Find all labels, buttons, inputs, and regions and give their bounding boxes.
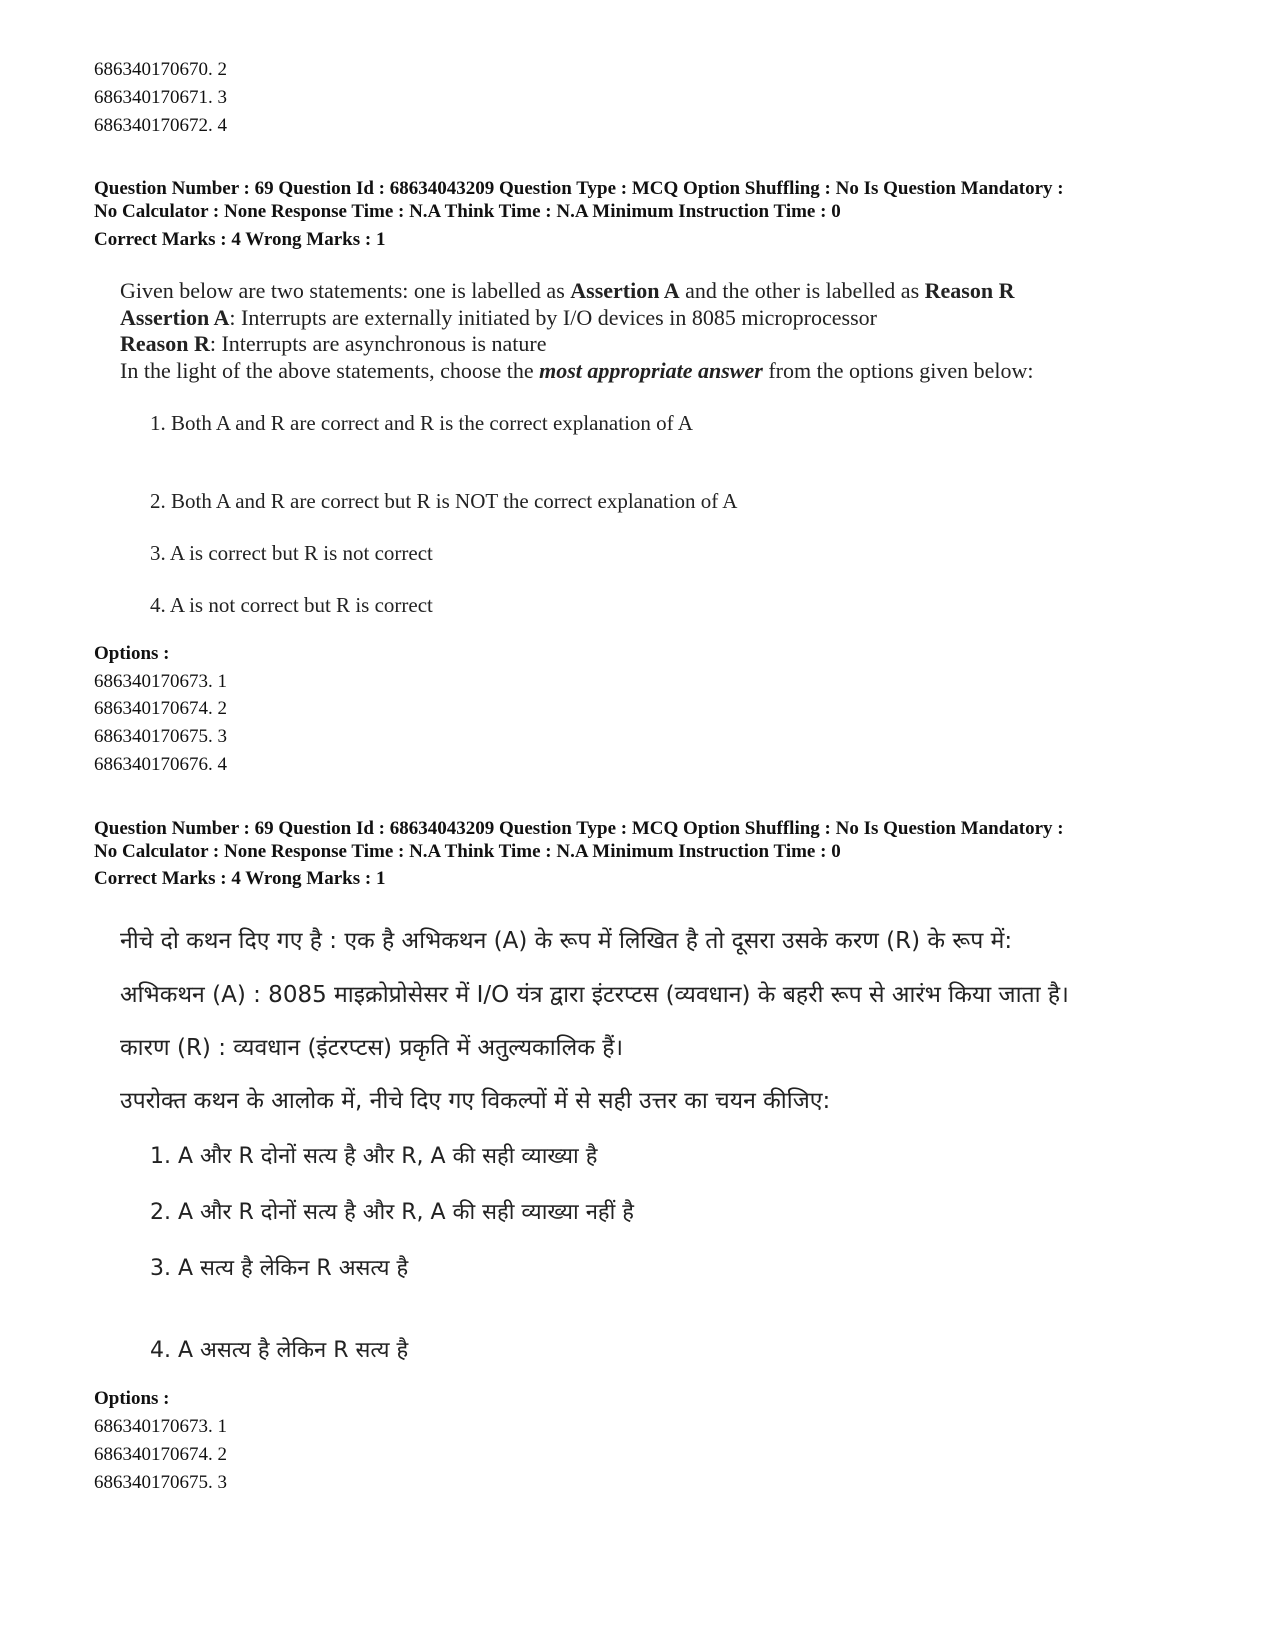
question-header: No Calculator : None Response Time : N.A Think Time : N.A Minimum Instruction Time : 0 [94, 841, 841, 862]
option-id-line: 686340170671. 3 [94, 87, 227, 108]
option-id-line: 686340170675. 3 [94, 1472, 227, 1493]
reason-statement: Reason R: Interrupts are asynchronous is nature [120, 331, 547, 356]
question-instruction-hindi: उपरोक्त कथन के आलोक में, नीचे दिए गए विकल्पों में से सही उत्तर का चयन कीजिए: [120, 1088, 831, 1114]
answer-choice: 3. A is correct but R is not correct [150, 541, 433, 565]
answer-choice: 2. Both A and R are correct but R is NOT the correct explanation of A [150, 489, 738, 513]
option-id-line: 686340170673. 1 [94, 1416, 227, 1437]
answer-choice-hindi: 4. A असत्य है लेकिन R सत्य है [150, 1338, 409, 1363]
answer-choice-hindi: 2. A और R दोनों सत्य है और R, A की सही व्याख्या नहीं है [150, 1200, 634, 1225]
option-id-line: 686340170674. 2 [94, 698, 227, 719]
option-id-line: 686340170670. 2 [94, 59, 227, 80]
question-marks: Correct Marks : 4 Wrong Marks : 1 [94, 868, 386, 889]
answer-choice: 4. A is not correct but R is correct [150, 593, 433, 617]
answer-choice: 1. Both A and R are correct and R is the correct explanation of A [150, 411, 693, 435]
answer-choice-hindi: 1. A और R दोनों सत्य है और R, A की सही व्याख्या है [150, 1144, 598, 1169]
question-intro-hindi: नीचे दो कथन दिए गए है : एक है अभिकथन (A) के रूप में लिखित है तो दूसरा उसके करण (R) के रूप में: [120, 928, 1013, 954]
options-label: Options : [94, 643, 170, 664]
question-instruction: In the light of the above statements, choose the most appropriate answer from the options given below: [120, 358, 1034, 383]
assertion-statement-hindi: अभिकथन (A) : 8085 माइक्रोप्रोसेसर में I/O यंत्र द्वारा इंटरप्टस (व्यवधान) के बहरी रूप से आरंभ किया जाता है। [120, 982, 1069, 1008]
question-header: Question Number : 69 Question Id : 68634043209 Question Type : MCQ Option Shuffling : No Is Question Mandatory : [94, 818, 1064, 839]
option-id-line: 686340170674. 2 [94, 1444, 227, 1465]
question-intro: Given below are two statements: one is labelled as Assertion A and the other is labelled as Reason R [120, 278, 1015, 303]
option-id-line: 686340170675. 3 [94, 726, 227, 747]
option-id-line: 686340170673. 1 [94, 671, 227, 692]
reason-statement-hindi: कारण (R) : व्यवधान (इंटरप्टस) प्रकृति में अतुल्यकालिक हैं। [120, 1035, 624, 1061]
question-marks: Correct Marks : 4 Wrong Marks : 1 [94, 229, 386, 250]
option-id-line: 686340170676. 4 [94, 754, 227, 775]
option-id-line: 686340170672. 4 [94, 115, 227, 136]
answer-choice-hindi: 3. A सत्य है लेकिन R असत्य है [150, 1256, 409, 1281]
question-header: No Calculator : None Response Time : N.A Think Time : N.A Minimum Instruction Time : 0 [94, 201, 841, 222]
options-label: Options : [94, 1388, 170, 1409]
assertion-statement: Assertion A: Interrupts are externally initiated by I/O devices in 8085 microprocessor [120, 305, 877, 330]
question-header: Question Number : 69 Question Id : 68634043209 Question Type : MCQ Option Shuffling : No Is Question Mandatory : [94, 178, 1064, 199]
